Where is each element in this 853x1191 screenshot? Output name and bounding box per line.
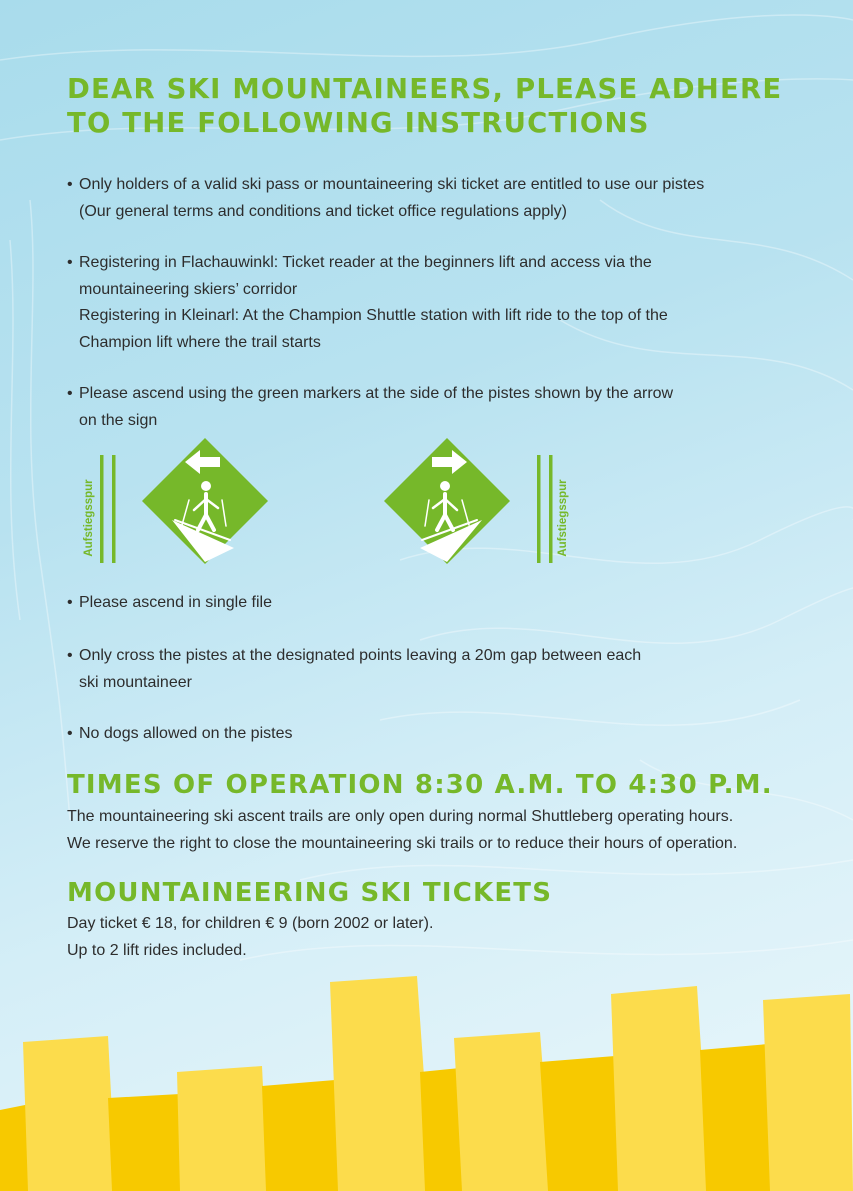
times-text: The mountaineering ski ascent trails are only open during normal Shuttleberg operating hours. xyxy=(67,808,734,825)
bullet: • xyxy=(67,254,73,271)
bar-light xyxy=(611,986,710,1191)
instruction-text: Please ascend in single file xyxy=(79,594,273,611)
bar-dark xyxy=(0,1104,30,1191)
instruction-item xyxy=(67,590,272,617)
times-paragraph xyxy=(67,804,737,857)
bar-dark xyxy=(108,1094,184,1191)
instruction-text: ski mountaineer xyxy=(79,673,192,691)
instruction-text: (Our general terms and conditions and ticket office regulations apply) xyxy=(79,202,567,220)
instruction-text: Please ascend using the green markers at the side of the pistes shown by the arrow xyxy=(79,385,674,402)
tickets-paragraph xyxy=(67,911,433,964)
times-heading: TIMES OF OPERATION 8:30 A.M. TO 4:30 P.M. xyxy=(67,770,773,800)
instruction-item xyxy=(67,721,292,748)
bar-dark xyxy=(262,1080,340,1191)
bar-light xyxy=(763,994,853,1191)
bar-light xyxy=(177,1066,268,1191)
instruction-text: on the sign xyxy=(79,411,158,429)
tickets-text: Up to 2 lift rides included. xyxy=(67,941,247,959)
instruction-text: Only cross the pistes at the designated points leaving a 20m gap between each xyxy=(79,647,642,664)
instruction-text: Only holders of a valid ski pass or mountaineering ski ticket are entitled to use our pistes xyxy=(79,176,705,193)
instruction-item xyxy=(67,172,704,225)
instruction-item xyxy=(67,643,641,696)
bullet: • xyxy=(67,725,73,742)
bar-light xyxy=(454,1032,552,1191)
instruction-text: mountaineering skiers’ corridor xyxy=(79,280,298,298)
bullet: • xyxy=(67,176,73,193)
instruction-item xyxy=(67,250,668,356)
instruction-text: No dogs allowed on the pistes xyxy=(79,725,293,742)
page-title-line-1: DEAR SKI MOUNTAINEERS, PLEASE ADHERE xyxy=(67,73,783,105)
page-title-line-2: TO THE FOLLOWING INSTRUCTIONS xyxy=(67,107,650,139)
bar-dark xyxy=(700,1044,776,1191)
instruction-text: Champion lift where the trail starts xyxy=(79,333,321,351)
times-text: We reserve the right to close the mountaineering ski trails or to reduce their hours of operation. xyxy=(67,834,738,852)
bullet: • xyxy=(67,647,73,664)
track-label-left: Aufstiegsspur xyxy=(83,479,95,557)
tickets-text: Day ticket € 18, for children € 9 (born 2002 or later). xyxy=(67,915,434,932)
bullet: • xyxy=(67,594,73,611)
bar-light xyxy=(330,976,432,1191)
bar-dark xyxy=(540,1056,622,1191)
track-label-right: Aufstiegsspur xyxy=(557,479,569,557)
instruction-item xyxy=(67,381,673,434)
page-title xyxy=(67,72,787,140)
instruction-text: Registering in Flachauwinkl: Ticket reader at the beginners lift and access via the xyxy=(79,254,652,271)
instruction-text: Registering in Kleinarl: At the Champion Shuttle station with lift ride to the top of the xyxy=(79,307,668,324)
tickets-heading: MOUNTAINEERING SKI TICKETS xyxy=(67,878,553,908)
bar-light xyxy=(23,1036,116,1191)
bullet: • xyxy=(67,385,73,402)
